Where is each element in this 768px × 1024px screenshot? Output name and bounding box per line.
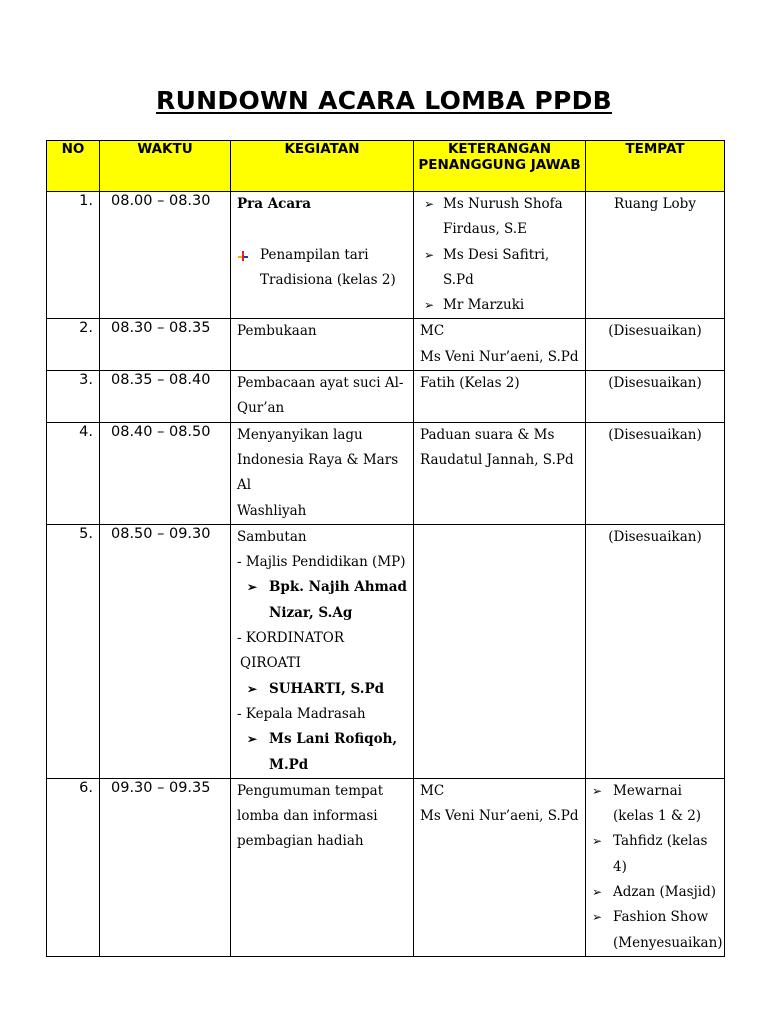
table-row <box>47 319 725 371</box>
kegiatan-text: Pembacaan ayat suci Al- <box>237 375 404 392</box>
header-kegiatan: KEGIATAN <box>231 141 414 192</box>
arrow-bullet-icon: ➢ <box>592 885 603 900</box>
tempat-item: ➢ Tahfidz (kelas <box>590 829 718 854</box>
kegiatan-text: Washliyah <box>237 502 307 519</box>
row-penanggung-jawab <box>414 524 586 778</box>
pj-item: ➢ Ms Nurush Shofa <box>420 192 579 217</box>
arrow-bullet-icon: ➢ <box>247 681 258 696</box>
kegiatan-text: M.Pd <box>269 756 309 773</box>
arrow-bullet-icon: ➢ <box>592 783 603 798</box>
table-row <box>47 422 725 524</box>
kegiatan-text: Menyanyikan lagu <box>237 426 363 443</box>
row-kegiatan: Pembukaan <box>231 319 414 371</box>
kegiatan-bullet-item: ➢ Bpk. Najih Ahmad <box>237 575 407 600</box>
row-number: 1. <box>47 192 100 319</box>
arrow-bullet-icon: ➢ <box>247 732 258 747</box>
tempat-item: ➢ Mewarnai <box>590 779 718 804</box>
pj-text: Raudatul Jannah, S.Pd <box>420 451 574 468</box>
rundown-table <box>46 140 725 957</box>
arrow-bullet-icon: ➢ <box>247 580 258 595</box>
kegiatan-bullet-item: Penampilan tari <box>237 243 407 268</box>
bullet-icon <box>238 251 248 261</box>
row-number: 2. <box>47 319 100 371</box>
kegiatan-text: Tradisiona (kelas 2) <box>260 271 396 288</box>
pj-text: Ms Veni Nur’aeni, S.Pd <box>420 348 579 365</box>
kegiatan-text: Qur’an <box>237 400 285 417</box>
kegiatan-text: Pengumuman tempat <box>237 782 384 799</box>
row-number: 5. <box>47 524 100 778</box>
arrow-bullet-icon: ➢ <box>592 910 603 925</box>
row-kegiatan <box>231 778 414 956</box>
arrow-bullet-icon: ➢ <box>424 197 435 211</box>
pj-text: Paduan suara & Ms <box>420 426 555 443</box>
pj-text: Firdaus, S.E <box>443 221 527 238</box>
row-kegiatan <box>231 371 414 423</box>
pj-item: ➢ Ms Desi Safitri, <box>420 243 579 268</box>
row-tempat: (Disesuaikan) <box>586 371 725 423</box>
header-keterangan: KETERANGAN PENANGGUNG JAWAB <box>414 141 586 192</box>
row-kegiatan <box>231 192 414 319</box>
arrow-bullet-icon: ➢ <box>424 298 435 313</box>
row-penanggung-jawab <box>414 422 586 524</box>
arrow-bullet-icon: ➢ <box>424 247 435 262</box>
row-time: 08.00 – 08.30 <box>100 192 231 319</box>
kegiatan-text: - Majlis Pendidikan (MP) <box>237 554 406 571</box>
kegiatan-bullet-item: ➢ Ms Lani Rofiqoh, <box>237 727 407 752</box>
kegiatan-text: Indonesia Raya & Mars Al <box>237 451 399 494</box>
arrow-bullet-icon: ➢ <box>592 834 603 849</box>
table-row <box>47 524 725 778</box>
kegiatan-text: pembagian hadiah <box>237 833 364 850</box>
row-number: 3. <box>47 371 100 423</box>
row-time: 08.30 – 08.35 <box>100 319 231 371</box>
kegiatan-bullet-item: ➢ SUHARTI, S.Pd <box>237 677 407 702</box>
row-penanggung-jawab <box>414 319 586 371</box>
pj-text: Ms Veni Nur’aeni, S.Pd <box>420 808 579 825</box>
kegiatan-text: QIROATI <box>240 655 301 672</box>
row-time: 08.40 – 08.50 <box>100 422 231 524</box>
row-number: 4. <box>47 422 100 524</box>
pj-text: MC <box>420 323 445 340</box>
header-tempat: TEMPAT <box>586 141 725 192</box>
kegiatan-text: Nizar, S.Ag <box>269 604 353 621</box>
row-number: 6. <box>47 778 100 956</box>
tempat-text: (kelas 1 & 2) <box>613 808 702 825</box>
pj-text: MC <box>420 782 445 799</box>
row-penanggung-jawab <box>414 778 586 956</box>
row-time: 09.30 – 09.35 <box>100 778 231 956</box>
row-time: 08.50 – 09.30 <box>100 524 231 778</box>
page-title: RUNDOWN ACARA LOMBA PPDB <box>156 86 612 115</box>
row-tempat <box>586 778 725 956</box>
tempat-item: ➢ Fashion Show <box>590 905 718 930</box>
kegiatan-title: Pra Acara <box>237 196 312 212</box>
pj-text: S.Pd <box>443 271 474 288</box>
row-penanggung-jawab: Fatih (Kelas 2) <box>414 371 586 423</box>
table-row <box>47 778 725 956</box>
pj-item: ➢ Mr Marzuki <box>420 293 579 318</box>
row-kegiatan <box>231 422 414 524</box>
row-tempat: Ruang Loby <box>586 192 725 319</box>
header-waktu: WAKTU <box>100 141 231 192</box>
header-no: NO <box>47 141 100 192</box>
row-time: 08.35 – 08.40 <box>100 371 231 423</box>
row-tempat: (Disesuaikan) <box>586 319 725 371</box>
tempat-text: 4) <box>613 858 627 875</box>
kegiatan-text: Sambutan <box>237 528 307 545</box>
table-row <box>47 192 725 319</box>
kegiatan-text: - KORDINATOR <box>237 630 345 647</box>
kegiatan-text: lomba dan informasi <box>237 808 378 825</box>
tempat-item: ➢ Adzan (Masjid) <box>590 880 718 905</box>
table-row <box>47 371 725 423</box>
row-tempat: (Disesuaikan) <box>586 422 725 524</box>
row-penanggung-jawab <box>414 192 586 319</box>
row-kegiatan <box>231 524 414 778</box>
kegiatan-text: - Kepala Madrasah <box>237 705 366 722</box>
table-header-row <box>47 141 725 192</box>
row-tempat: (Disesuaikan) <box>586 524 725 778</box>
tempat-text: (Menyesuaikan) <box>613 934 723 951</box>
